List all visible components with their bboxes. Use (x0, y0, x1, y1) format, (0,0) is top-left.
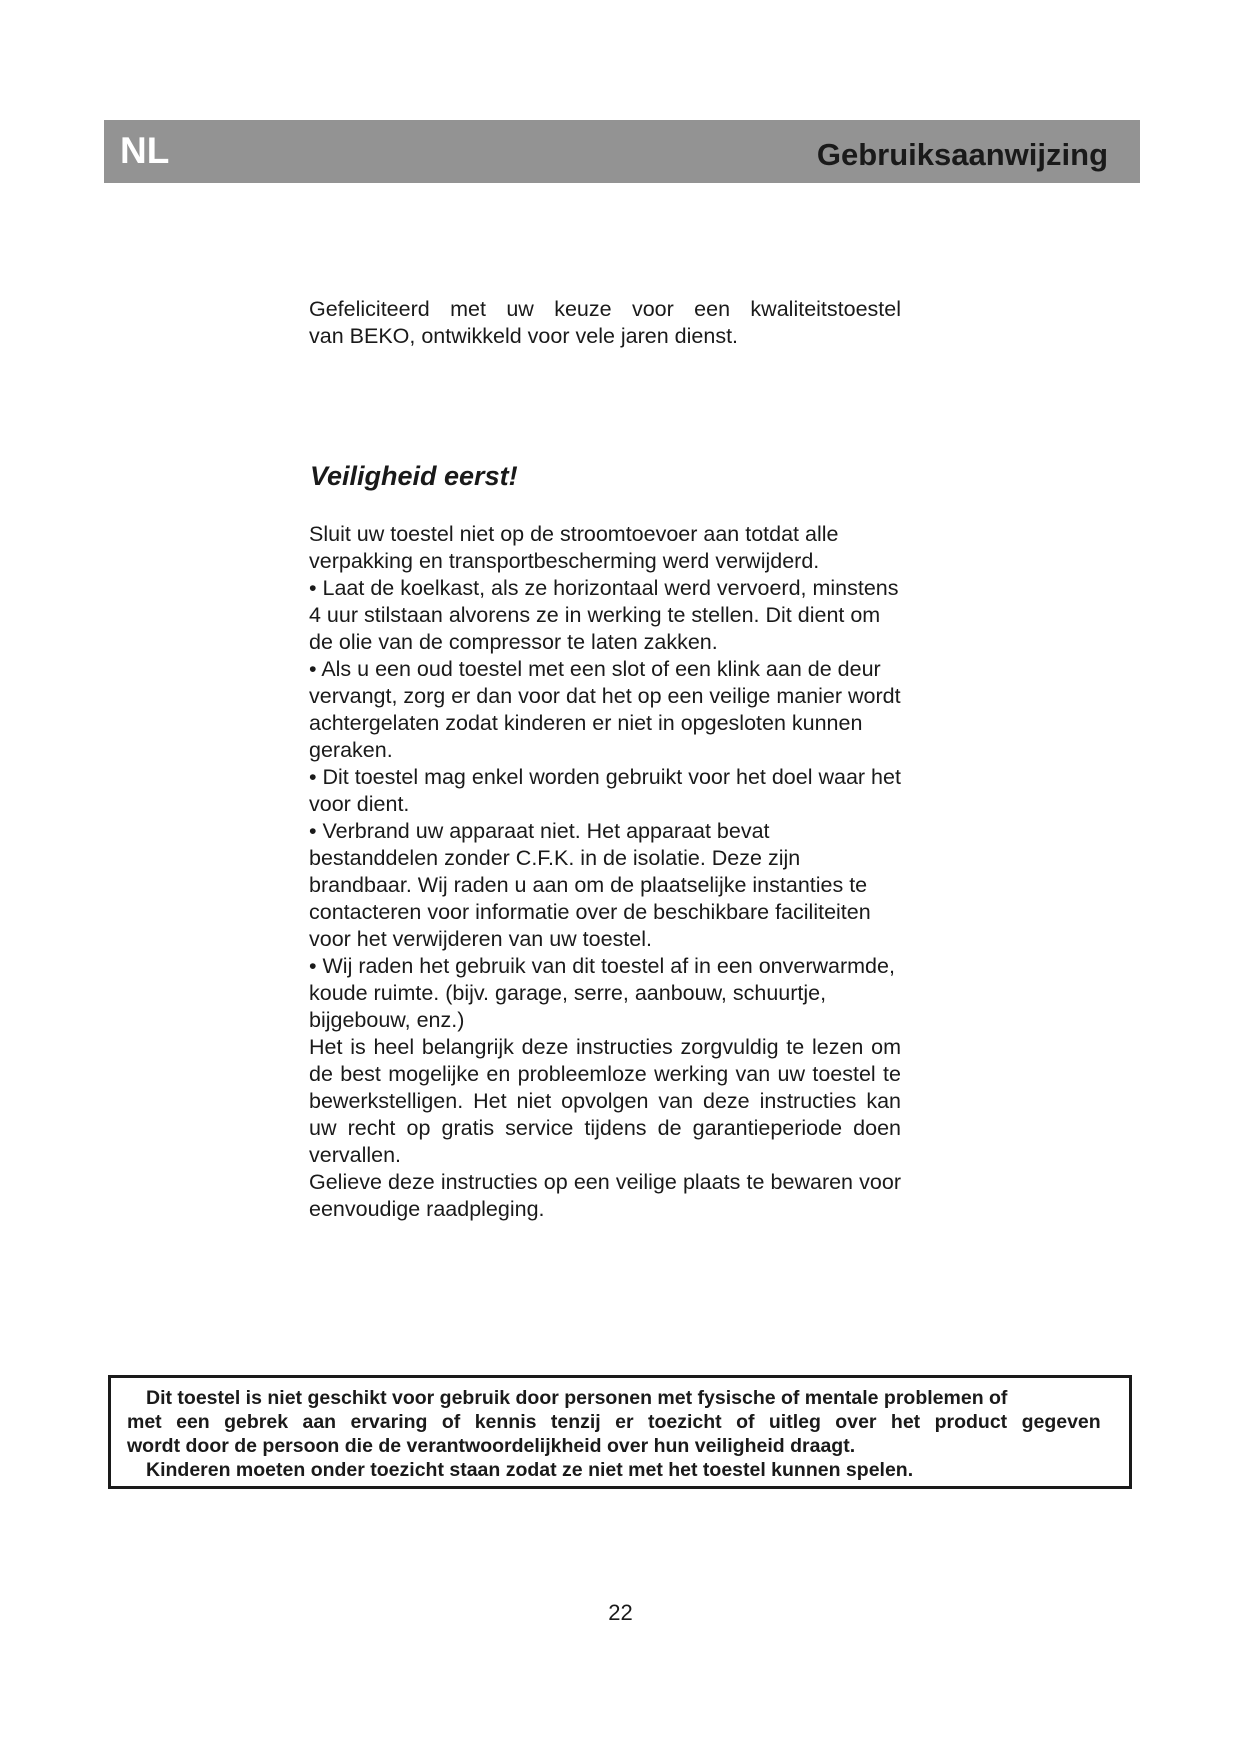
warning-line: wordt door de persoon die de verantwoordelijkheid over hun veiligheid draagt. (127, 1435, 856, 1457)
page-number: 22 (608, 1600, 633, 1625)
safety-paragraph: Gelieve deze instructies op een veilige plaats te bewaren voor eenvoudige raadpleging. (309, 1170, 901, 1221)
document-title: Gebruiksaanwijzing (816, 137, 1108, 172)
warning-line: met een gebrek aan ervaring of kennis tenzij er toezicht of uitleg over het product gegeven (127, 1411, 1101, 1433)
safety-bullet: • Dit toestel mag enkel worden gebruikt voor het doel waar het voor dient. (309, 765, 901, 816)
warning-box (108, 1375, 1132, 1489)
intro-paragraph (309, 296, 901, 350)
safety-paragraph: Het is heel belangrijk deze instructies zorgvuldig te lezen om de best mogelijke en probleemloze werking van uw toestel te bewerkstelligen. Het niet opvolgen van deze instructies kan uw recht op gratis service tijdens de garantieperiode doen vervallen. (309, 1035, 901, 1167)
section-heading: Veiligheid eerst! (310, 461, 518, 491)
intro-line: van BEKO, ontwikkeld voor vele jaren dienst. (309, 324, 739, 348)
safety-instructions (309, 521, 901, 1223)
safety-bullet: • Verbrand uw apparaat niet. Het apparaat bevat bestanddelen zonder C.F.K. in de isolatie. Deze zijn brandbaar. Wij raden u aan om de plaatselijke instanties te contacteren voor informatie over de beschikbare faciliteiten voor het verwijderen van uw toestel. (309, 819, 871, 951)
safety-bullet: • Als u een oud toestel met een slot of een klink aan de deur vervangt, zorg er dan voor dat het op een veilige manier wordt achtergelaten zodat kinderen er niet in opgesloten kunnen geraken. (309, 657, 901, 762)
safety-bullet: • Laat de koelkast, als ze horizontaal werd vervoerd, minstens 4 uur stilstaan alvorens ze in werking te stellen. Dit dient om de olie van de compressor te laten zakken. (309, 576, 899, 654)
safety-paragraph: Sluit uw toestel niet op de stroomtoevoer aan totdat alle verpakking en transportbescherming werd verwijderd. (309, 522, 839, 573)
safety-bullet: • Wij raden het gebruik van dit toestel af in een onverwarmde, koude ruimte. (bijv. garage, serre, aanbouw, schuurtje, bijgebouw, enz.) (309, 954, 895, 1032)
language-code: NL (120, 130, 170, 171)
warning-line: Dit toestel is niet geschikt voor gebruik door personen met fysische of mentale problemen of (146, 1387, 1008, 1409)
intro-line: Gefeliciteerd met uw keuze voor een kwaliteitstoestel (309, 297, 901, 321)
header-bar (104, 120, 1140, 183)
warning-line: Kinderen moeten onder toezicht staan zodat ze niet met het toestel kunnen spelen. (146, 1459, 914, 1481)
